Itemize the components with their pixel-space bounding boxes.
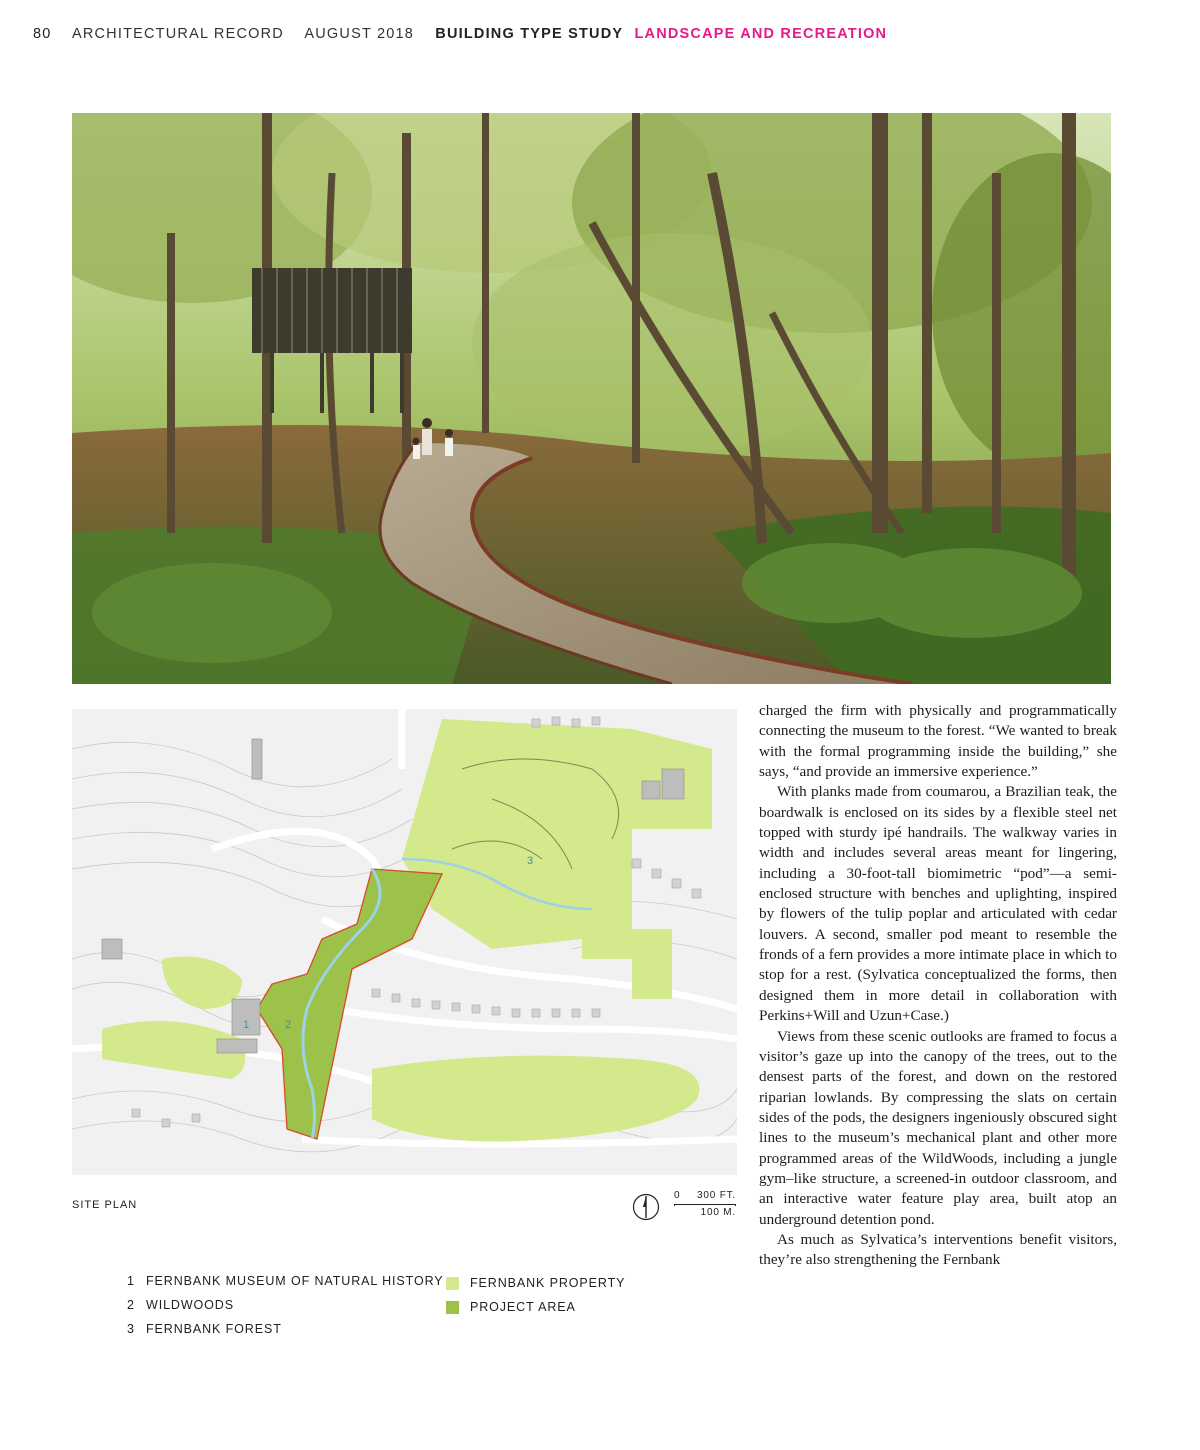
- legend-number: 1: [127, 1274, 135, 1288]
- legend-label: WILDWOODS: [146, 1298, 234, 1312]
- forest-boardwalk-illustration: [72, 113, 1111, 684]
- legend-colors: [446, 1271, 625, 1319]
- legend-item: [446, 1271, 625, 1295]
- legend-label: FERNBANK FOREST: [146, 1322, 282, 1336]
- site-plan-map: [72, 709, 737, 1175]
- legend-item: [120, 1317, 444, 1341]
- page-number: 80: [33, 26, 52, 42]
- scale-feet: 300 FT.: [697, 1190, 736, 1201]
- site-plan-caption: SITE PLAN: [72, 1199, 138, 1211]
- boardwalk-photo: [72, 113, 1111, 684]
- scale-zero: 0: [674, 1190, 681, 1201]
- scale-meters: 100 M.: [700, 1207, 736, 1218]
- issue-date: AUGUST 2018: [304, 26, 415, 42]
- north-arrow-icon: [632, 1193, 660, 1221]
- map-marker-2: 2: [285, 1019, 292, 1031]
- project-area-swatch: [446, 1301, 459, 1314]
- map-marker-1: 1: [243, 1019, 250, 1031]
- running-header: [33, 26, 903, 46]
- publication-name: ARCHITECTURAL RECORD: [71, 26, 284, 42]
- article-paragraph: As much as Sylvatica’s interventions benefit visitors, they’re also strengthening the Fernbank: [759, 1230, 1117, 1269]
- article-paragraph: charged the firm with physically and programmatically connecting the museum to the forest. “We wanted to break with the formal programming inside the building,” she says, “and provide an immersive experience.”: [759, 702, 1117, 781]
- map-marker-3: 3: [527, 855, 534, 867]
- scale-line: [674, 1204, 736, 1206]
- legend-number: 3: [127, 1322, 135, 1336]
- fernbank-property-swatch: [446, 1277, 459, 1290]
- site-plan-drawing: [72, 709, 737, 1175]
- legend-label: PROJECT AREA: [470, 1300, 576, 1314]
- section-name: BUILDING TYPE STUDY: [435, 26, 624, 42]
- legend-item: [120, 1269, 444, 1293]
- section-topic: LANDSCAPE AND RECREATION: [634, 26, 888, 42]
- legend-label: FERNBANK PROPERTY: [470, 1276, 626, 1290]
- legend-number: 2: [127, 1298, 135, 1312]
- article-paragraph: With planks made from coumarou, a Brazilian teak, the boardwalk is enclosed on its sides by a flexible steel net topped with sturdy ipé handrails. The walkway varies in width and includes several areas meant for lingering, including a 30-foot-tall biomimetric “pod”—a semi-enclosed structure with benches and uplighting, inspired by flowers of the tulip poplar and articulated with cedar louvers. A second, smaller pod meant to resemble the fronds of a fern provides a more intimate place in which to stop for a rest. (Sylvatica conceptualized the forms, then designed them in more detail in collaboration with Perkins+Will and Uzun+Case.): [759, 783, 1117, 1025]
- article-paragraph: Views from these scenic outlooks are framed to focus a visitor’s gaze up into the canopy of the trees, out to the densest parts of the forest, and down on the restored riparian lowlands. By compressing the slats on certain sides of the pods, the designers ingeniously obscured sight lines to the museum’s mechanical plant and other more programmed areas of the WildWoods, including a jungle gym–like structure, a screened-in outdoor classroom, and an interactive water feature play area, built atop an underground detention pond.: [759, 1027, 1117, 1228]
- scale-bar: [670, 1190, 740, 1220]
- legend-numbered: [120, 1269, 444, 1341]
- article-body: [759, 701, 1117, 1271]
- legend-item: [120, 1293, 444, 1317]
- legend-label: FERNBANK MUSEUM OF NATURAL HISTORY: [146, 1274, 444, 1288]
- legend-item: [446, 1295, 625, 1319]
